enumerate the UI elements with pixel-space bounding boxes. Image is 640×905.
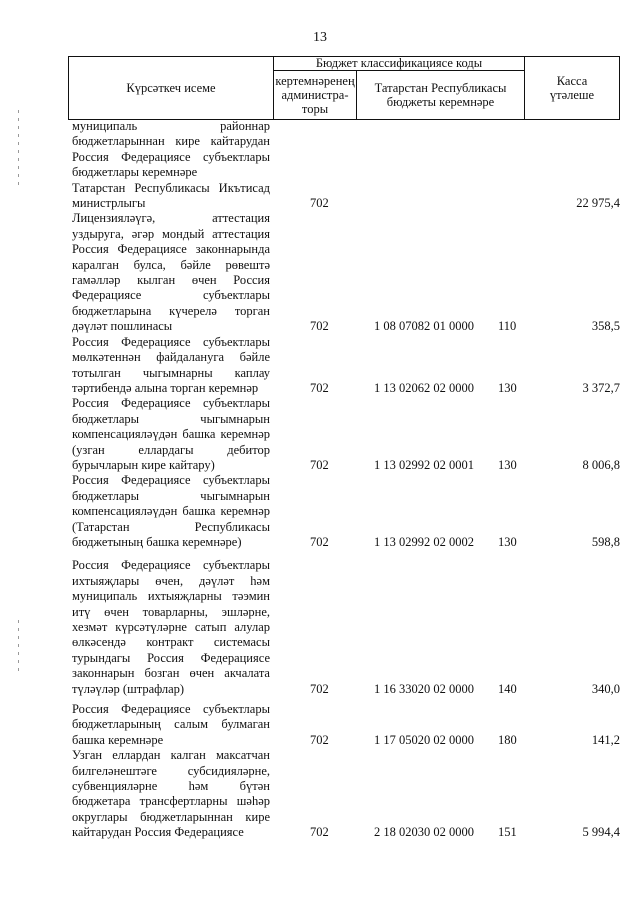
row-amount: 3 372,7 xyxy=(582,380,620,395)
row-subcode: 151 xyxy=(498,825,517,840)
row-description: Лицензияләүгә, аттестация уздыруга, әгәр мондый аттестация Россия Федерациясе законнарында каралган булса, бәйле рөвештә гамәлләр кылган өчен Россия Федерациясе субъектлары бюджетларына күчерелә торган дәүләт пошлинасы xyxy=(72,211,270,334)
row-revenue-code: 2 18 02030 02 0000 xyxy=(374,825,474,840)
row-amount: 22 975,4 xyxy=(576,196,620,211)
row-amount: 5 994,4 xyxy=(582,825,620,840)
header-budget-code: Бюджет классификациясе коды xyxy=(315,56,483,70)
row-description: Татарстан Республикасы Икътисад министрлыгы xyxy=(72,180,270,211)
row-revenue-code: 1 08 07082 01 0000 xyxy=(374,319,474,334)
row-admin-code: 702 xyxy=(310,319,329,334)
row-admin-code: 702 xyxy=(310,457,329,472)
row-subcode: 130 xyxy=(498,380,517,395)
row-admin-code: 702 xyxy=(310,380,329,395)
row-subcode: 110 xyxy=(498,319,517,334)
table-row xyxy=(72,181,620,212)
row-admin-code: 702 xyxy=(310,732,329,747)
table-row xyxy=(72,473,620,550)
table-row xyxy=(72,211,620,334)
row-subcode: 140 xyxy=(498,681,517,696)
row-revenue-code: 1 13 02062 02 0000 xyxy=(374,380,474,395)
row-admin-code: 702 xyxy=(310,196,329,211)
row-description: Россия Федерациясе субъектлары бюджетлары чыгымнарын компенсацияләүдән башка керемнәр (узган еллардагы дебитор бурычларын кире кайтару) xyxy=(72,396,270,472)
row-subcode: 180 xyxy=(498,732,517,747)
row-description: Россия Федерациясе субъектлары мөлкәтеннән файдалануга бәйле тотылган чыгымнарны каплау тәртибендә алына торган керемнәр xyxy=(72,334,270,395)
page-number: 13 xyxy=(313,30,327,45)
table-row xyxy=(72,335,620,397)
header-cash: Касса үтәлеше xyxy=(549,74,595,102)
row-amount: 358,5 xyxy=(591,319,620,334)
row-admin-code: 702 xyxy=(310,534,329,549)
row-subcode: 130 xyxy=(498,534,517,549)
row-revenue-code: 1 13 02992 02 0001 xyxy=(374,457,474,472)
row-revenue-code: 1 13 02992 02 0002 xyxy=(374,534,474,549)
row-amount: 340,0 xyxy=(591,681,620,696)
header-right-border xyxy=(619,56,620,120)
header-admin: кертемнәренең администра-торы xyxy=(275,74,355,116)
table-body xyxy=(72,119,620,841)
table-row xyxy=(72,748,620,840)
row-description: Узган еллардан калган максатчан билгеләнештәге субсидияләрне, субвенцияләрне һәм бүтән бюджетара трансфертларны шәһәр округлары бюджетларыннан кире кайтарудан Россия Федерациясе xyxy=(72,748,270,840)
row-revenue-code: 1 16 33020 02 0000 xyxy=(374,681,474,696)
binding-margin-marks xyxy=(18,620,20,676)
table-header xyxy=(68,56,620,120)
row-amount: 141,2 xyxy=(591,732,620,747)
table-row xyxy=(72,702,620,748)
row-description: Россия Федерациясе субъектлары ихтыяҗлары өчен, дәүләт һәм муниципаль ихтыяҗларны тәэмин итү өчен товарларны, эшләрне, хезмәт күрсәтүләрне сатып алулар өлкәсендә контракт системасы турындагы Россия Федерациясе законнарын бозган өчен акчалата түләүләр (штрафлар) xyxy=(72,558,270,696)
row-admin-code: 702 xyxy=(310,825,329,840)
binding-margin-marks xyxy=(18,110,20,190)
table-row xyxy=(72,119,620,181)
header-revenue: Татарстан Республикасы бюджеты керемнәре xyxy=(374,81,507,109)
table-row xyxy=(72,396,620,473)
row-amount: 598,8 xyxy=(591,534,620,549)
table-row xyxy=(72,558,620,697)
header-indicator: Күрсәткеч исеме xyxy=(126,81,216,95)
row-admin-code: 702 xyxy=(310,681,329,696)
row-subcode: 130 xyxy=(498,457,517,472)
row-amount: 8 006,8 xyxy=(582,457,620,472)
row-description: Россия Федерациясе субъектлары бюджетлары чыгымнарын компенсацияләүдән башка керемнәр (Татарстан Республикасы бюджетының башка керемнәре) xyxy=(72,473,270,549)
row-description: Россия Федерациясе субъектлары бюджетларының салым булмаган башка керемнәре xyxy=(72,702,270,747)
row-description: муниципаль районнар бюджетларыннан кире кайтарудан Россия Федерациясе субъектлары бюджетлары керемнәре xyxy=(72,119,270,180)
row-revenue-code: 1 17 05020 02 0000 xyxy=(374,732,474,747)
